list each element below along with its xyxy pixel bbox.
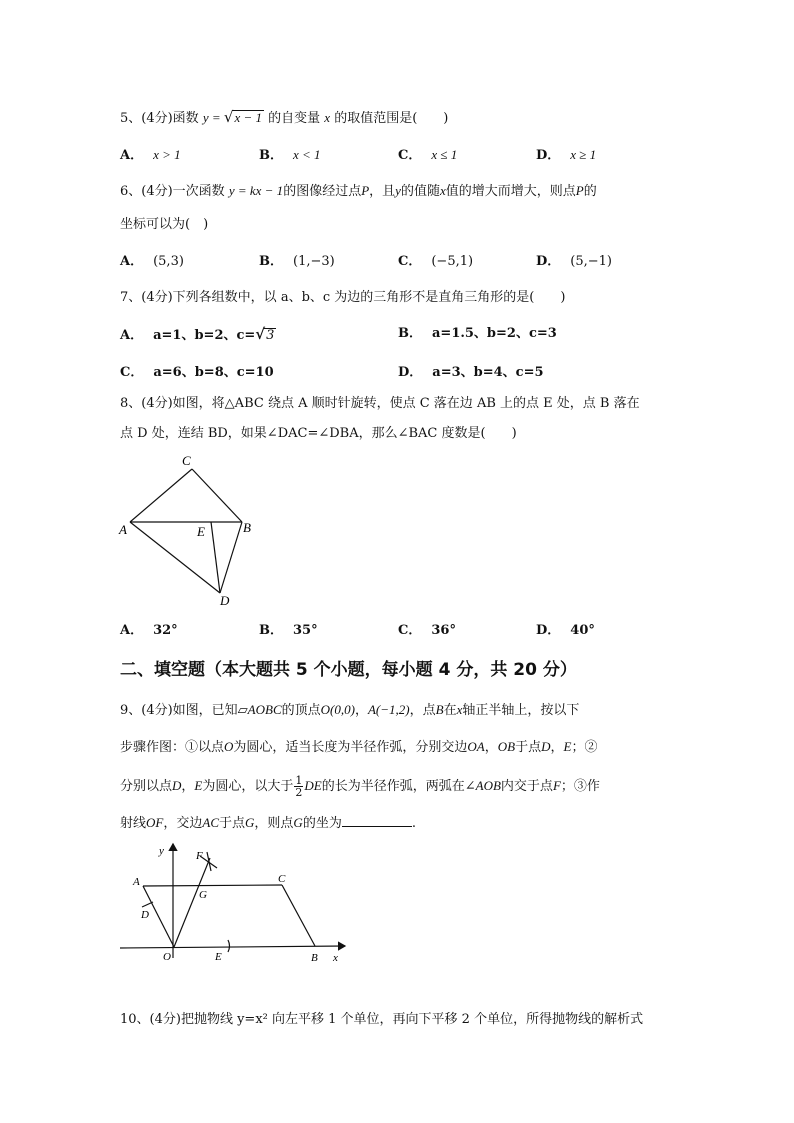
q6-option-c[interactable]: C． (−5,1) (398, 254, 474, 269)
q6-option-d[interactable]: D． (5,−1) (536, 254, 612, 269)
q8-stem-line2: 点 D 处，连结 BD，如果∠DAC=∠DBA，那么∠BAC 度数是( ) (120, 426, 517, 441)
q8-segment-bd (220, 522, 242, 593)
label-g: G (199, 889, 207, 901)
arc-mark-e (228, 940, 230, 952)
q8-option-d[interactable]: D． 40° (536, 623, 595, 638)
q5-option-d[interactable]: D． x ≥ 1 (536, 147, 597, 163)
q8-segment-ad (130, 522, 220, 593)
q8-label-e: E (197, 524, 205, 539)
q5-option-a[interactable]: A． x > 1 (120, 147, 181, 163)
q8-option-c[interactable]: C． 36° (398, 623, 456, 638)
q7-option-d[interactable]: D． a=3、b=4、c=5 (398, 365, 544, 380)
q8-stem-line1: 8、(4分)如图，将△ABC 绕点 A 顺时针旋转，使点 C 落在边 AB 上的点 E 处，点 B 落在 (120, 396, 640, 411)
label-o: O (163, 951, 171, 963)
q7-option-a[interactable]: A． a=1、b=2、c=√3 (120, 325, 275, 343)
label-d: D (141, 909, 149, 921)
ray-of (174, 858, 210, 947)
q7-stem: 7、(4分)下列各组数中，以 a、b、c 为边的三角形不是直角三角形的是( ) (120, 290, 566, 305)
q8-segment-ed (211, 522, 220, 593)
q9-figure (115, 840, 355, 970)
arc-mark-d (142, 902, 153, 907)
x-axis (120, 946, 345, 948)
label-x: x (333, 952, 338, 964)
q8-segment-cb (192, 469, 242, 522)
label-y: y (159, 845, 164, 857)
sqrt-sign: √ (223, 108, 234, 126)
sqrt-sign: √ (255, 325, 266, 343)
answer-blank[interactable] (342, 814, 412, 827)
q8-label-b: B (243, 520, 251, 535)
q8-figure (110, 450, 270, 610)
q6-option-b[interactable]: B． (1,−3) (259, 254, 335, 269)
q5-option-b[interactable]: B． x < 1 (259, 147, 321, 163)
q7-option-c[interactable]: C． a=6、b=8、c=10 (120, 365, 274, 380)
segment-cb (282, 885, 315, 946)
q8-option-b[interactable]: B． 35° (259, 623, 318, 638)
label-a: A (133, 876, 140, 888)
q7-option-b[interactable]: B． a=1.5、b=2、c=3 (398, 326, 557, 341)
q6-stem-line1: 6、(4分)一次函数 y = kx − 1的图像经过点P，且y的值随x值的增大而增大，则点P的 (120, 183, 597, 199)
q6-stem-line2: 坐标可以为( ) (120, 217, 209, 232)
q8-label-a: A (119, 522, 127, 537)
q9-stem-line1: 9、(4分)如图，已知▱AOBC的顶点O(0,0)，A(−1,2)，点B在x轴正半轴上，按以下 (120, 702, 580, 718)
q5-option-c[interactable]: C． x ≤ 1 (398, 147, 458, 163)
fraction-one-half: $\frac{1}{2}$ (295, 774, 303, 799)
q10-stem: 10、(4分)把抛物线 y=x² 向左平移 1 个单位，再向下平移 2 个单位，所得抛物线的解析式 (120, 1012, 644, 1027)
label-c: C (278, 873, 286, 885)
label-f: F (196, 850, 203, 862)
q9-stem-line3: 分别以点D，E为圆心，以大于 $\frac{1}{2}$ DE的长为半径作弧，两弧在∠AOB内交于点F；③作 (120, 774, 600, 799)
q8-segment-ac (130, 469, 192, 522)
segment-ac (143, 885, 282, 886)
section-title: 二、填空题（本大题共 5 个小题，每小题 4 分，共 20 分） (120, 660, 577, 680)
q5-stem: 5、(4分)函数 y = √x − 1 的自变量 x 的取值范围是( ) (120, 108, 449, 126)
q9-stem-line2: 步骤作图：①以点O为圆心，适当长度为半径作弧，分别交边OA，OB于点D，E；② (120, 739, 598, 755)
label-b: B (311, 952, 318, 964)
q8-label-d: D (220, 593, 230, 608)
q8-option-a[interactable]: A． 32° (120, 623, 178, 638)
q6-option-a[interactable]: A． (5,3) (120, 254, 184, 269)
q8-label-c: C (182, 453, 191, 468)
q9-stem-line4: 射线OF，交边AC于点G，则点G的坐为 . (120, 815, 416, 831)
label-e: E (215, 951, 222, 963)
